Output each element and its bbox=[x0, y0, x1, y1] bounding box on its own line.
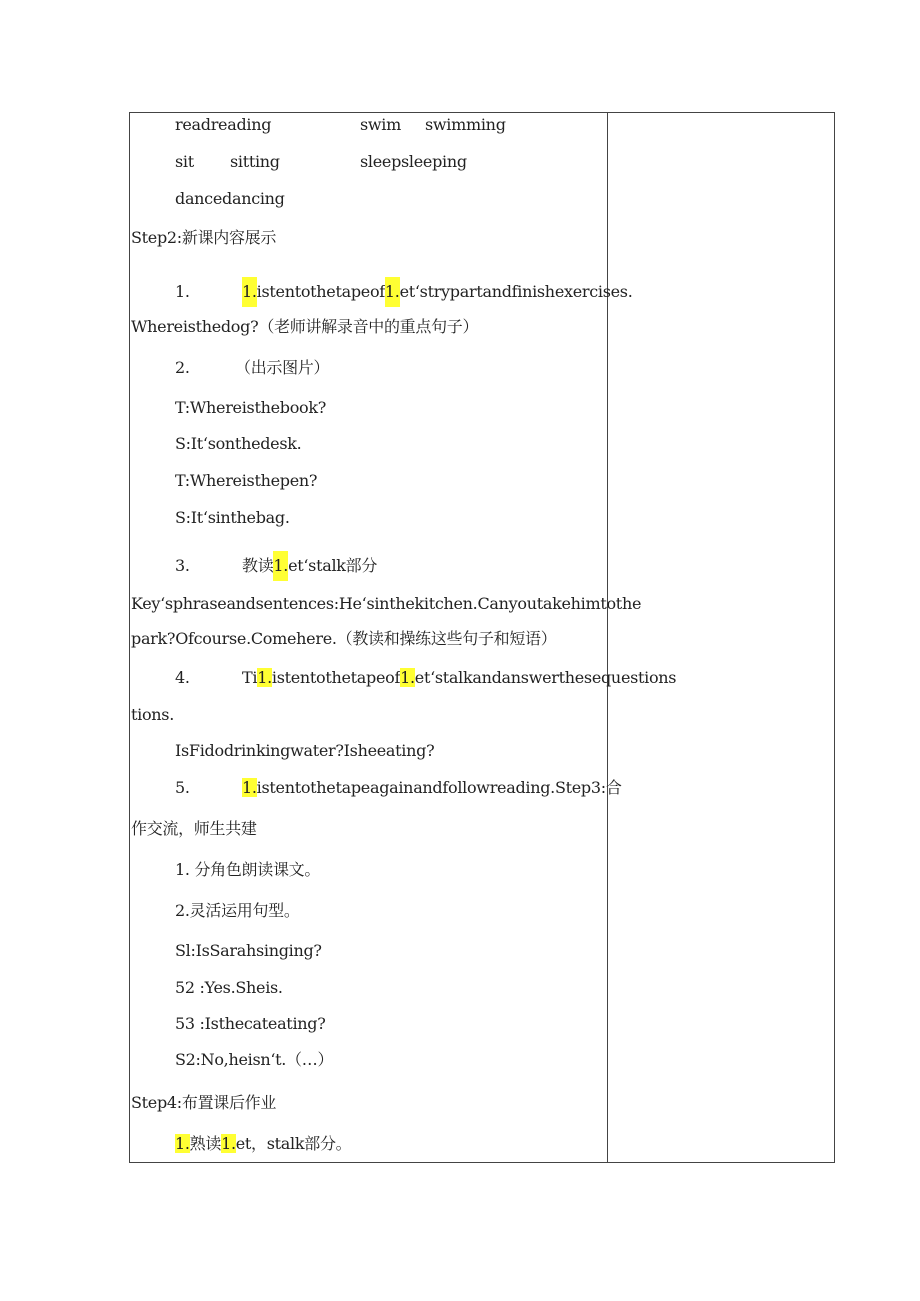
column-divider bbox=[607, 113, 608, 1162]
dialog-line: T:Whereisthepen? bbox=[175, 471, 318, 490]
item2-num: 2. bbox=[175, 358, 190, 377]
vocab-dance: dancedancing bbox=[175, 189, 285, 208]
item4-question: IsFidodrinkingwater?Isheeating? bbox=[175, 741, 435, 760]
homework-item: 1.熟读1.et，stalk部分。 bbox=[175, 1134, 352, 1153]
item2-text: （出示图片） bbox=[235, 358, 330, 377]
highlight-mark: 1. bbox=[257, 668, 272, 687]
vocab-read: readreading bbox=[175, 115, 272, 134]
dialog-line: S2:No,heisn‘t.（…） bbox=[175, 1050, 334, 1069]
step3-item: 2.灵活运用句型。 bbox=[175, 901, 300, 920]
dialog-line: 52 :Yes.Sheis. bbox=[175, 978, 283, 997]
highlight-mark: 1. bbox=[385, 277, 400, 307]
step2-title: Step2:新课内容展示 bbox=[131, 228, 277, 247]
item5-num: 5. bbox=[175, 778, 190, 797]
dialog-line: S:It‘sonthedesk. bbox=[175, 434, 302, 453]
vocab-sleep: sleepsleeping bbox=[360, 152, 467, 171]
item5-text-cont: 作交流，师生共建 bbox=[131, 819, 257, 838]
item5-text: 1.istentothetapeagainandfollowreading.Step3:合 bbox=[242, 778, 622, 797]
item3-text: 教读1.et‘stalk部分 bbox=[242, 555, 377, 581]
dialog-line: Sl:IsSarahsinging? bbox=[175, 941, 322, 960]
highlight-mark: 1. bbox=[400, 668, 415, 687]
vocab-swimming: swimming bbox=[425, 115, 506, 134]
item3-text-cont: park?Ofcourse.Comehere.（教读和操练这些句子和短语） bbox=[131, 629, 557, 648]
item1-num: 1. bbox=[175, 282, 190, 301]
highlight-mark: 1. bbox=[242, 778, 257, 797]
vocab-sitting: sitting bbox=[230, 152, 280, 171]
highlight-mark: 1. bbox=[221, 1134, 236, 1153]
item4-num: 4. bbox=[175, 668, 190, 687]
step3-item: 1. 分角色朗读课文。 bbox=[175, 860, 321, 879]
item4-text-cont: tions. bbox=[131, 705, 174, 724]
item3-text-cont: Key‘sphraseandsentences:He‘sinthekitchen.Canyoutakehimtothe bbox=[131, 594, 642, 613]
highlight-mark: 1. bbox=[273, 551, 288, 581]
highlight-mark: 1. bbox=[242, 277, 257, 307]
highlight-mark: 1. bbox=[175, 1134, 190, 1153]
item4-text: Ti1.istentothetapeof1.et‘stalkandanswerthesequestions bbox=[242, 668, 677, 687]
step4-title: Step4:布置课后作业 bbox=[131, 1093, 277, 1112]
dialog-line: 53 :Isthecateating? bbox=[175, 1014, 326, 1033]
item1-text-cont: Whereisthedog?（老师讲解录音中的重点句子） bbox=[131, 317, 479, 336]
vocab-swim: swim bbox=[360, 115, 401, 134]
vocab-sit: sit bbox=[175, 152, 194, 171]
dialog-line: T:Whereisthebook? bbox=[175, 398, 327, 417]
dialog-line: S:It‘sinthebag. bbox=[175, 508, 290, 527]
item1-text: 1.istentothetapeof1.et‘strypartandfinishexercises. bbox=[242, 281, 632, 307]
item3-num: 3. bbox=[175, 556, 190, 575]
